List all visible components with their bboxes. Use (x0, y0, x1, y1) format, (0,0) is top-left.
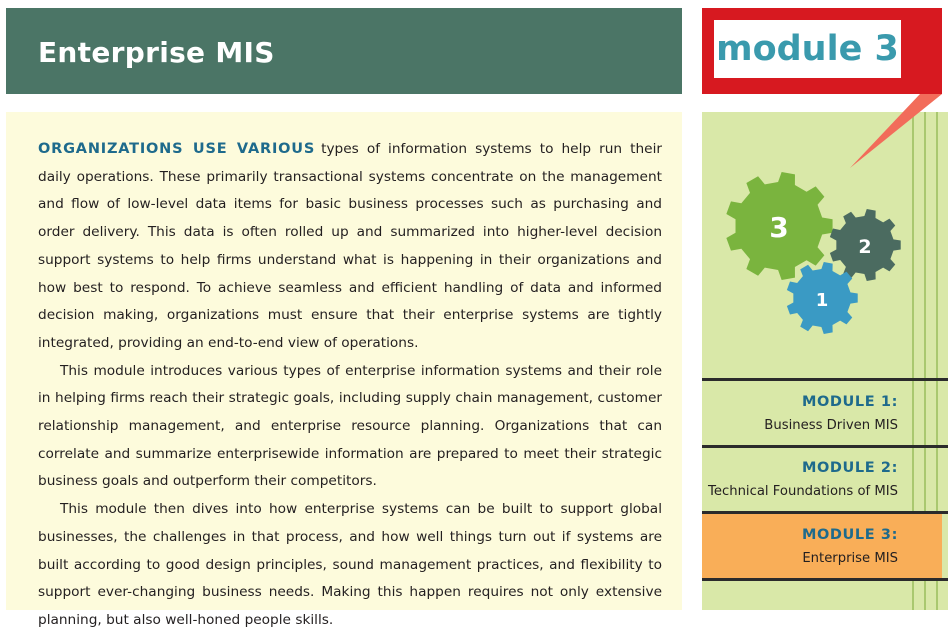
paragraph-2: This module introduces various types of enterprise information systems and their role in helping firms reach their strategic goals, including supply chain management, customer relationship management, and enterprise resource planning. Organizations that can correlate and summarize enterprisewide information are prepared to meet their strategic business goals and outperform their competitors. (38, 362, 662, 490)
sidebar-item-module-2[interactable] (702, 448, 942, 511)
lead-in: ORGANIZATIONS USE VARIOUS (38, 141, 316, 157)
module-3-subtitle: Enterprise MIS (802, 551, 898, 566)
gear-1-label: 1 (815, 290, 829, 311)
module-1-heading: MODULE 1: (801, 394, 898, 410)
module-badge-box (714, 20, 901, 78)
gears-illustration (702, 90, 948, 350)
module-badge-label: module 3 (716, 29, 899, 69)
sidebar-item-module-3[interactable] (702, 514, 942, 578)
body-text (38, 136, 662, 635)
paragraph-3: This module then dives into how enterprise systems can be built to support global businesses, the challenges in that process, and how well things turn out if systems are built according to good design principles, sound management practices, and flexibility to support ever-changing business needs. Making this happen requires not only extensive planning, but also well-honed people skills. (38, 501, 662, 628)
body-panel (6, 112, 682, 628)
module-2-subtitle: Technical Foundations of MIS (708, 484, 898, 499)
gear-2-label: 2 (858, 236, 872, 258)
title-banner (6, 8, 682, 94)
paragraph-1 (38, 136, 662, 358)
module-3-heading: MODULE 3: (801, 527, 898, 543)
module-2-heading: MODULE 2: (801, 460, 898, 476)
callout-pointer (850, 94, 942, 168)
module-1-subtitle: Business Driven MIS (764, 418, 898, 433)
paragraph-1-text: types of information systems to help run their daily operations. These primarily transactional systems concentrate on the management and flow of low-level data items for basic business processes such as purchasing and order delivery. This data is often rolled up and summarized into higher-level decision support systems to help firms understand what is happening in their organizations and how best to respond. To achieve seamless and efficient handling of data and informed decision making, organizations must ensure that their enterprise systems are tightly integrated, providing an end-to-end view of operations. (38, 141, 662, 351)
module-badge (702, 8, 942, 94)
sidebar-item-module-1[interactable] (702, 381, 942, 445)
sidebar-divider (702, 578, 948, 581)
gear-3-label: 3 (769, 211, 789, 244)
page-title: Enterprise MIS (38, 36, 275, 69)
